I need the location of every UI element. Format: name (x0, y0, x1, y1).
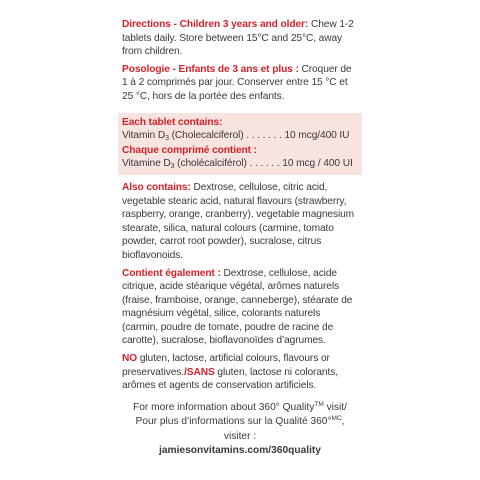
contient-text: Dextrose, cellulose, acide citrique, acide stéarique végétal, arômes naturels (fraise, framboise, orange, canneberge), stéarate de magnésium végétal, silice, colorants naturels (carmin, poudre de tomate, poudre de racine de carotte), sucralose, bioflavonoïdes d’agrumes. (122, 267, 353, 347)
footer-line1-text: For more information about 360° Quality (133, 401, 315, 413)
vitamin-d-subscript: 3 (165, 135, 169, 143)
vitamine-d-subscript: 3 (170, 163, 175, 171)
directions-text: Chew 1-2 tablets daily. Store between 15°C and 25°C, away from children. (122, 19, 354, 58)
footer-line-french (122, 415, 358, 443)
trademark-mark: TM (314, 400, 324, 408)
directions-paragraph (122, 18, 358, 59)
footer-line2-text: Pour plus d’informations sur la Qualité 360° (135, 416, 332, 428)
label-panel (122, 18, 358, 457)
chaque-heading (122, 144, 358, 158)
sans-keyword: /SANS (184, 366, 215, 378)
also-contains-paragraph (122, 181, 358, 263)
no-text: gluten, lactose, artificial colours, flavours or preservatives. (122, 353, 330, 378)
contient-paragraph (122, 267, 358, 349)
vitamin-d-amount: (Cholecalciferol) . . . . . . . 10 mcg/400 IU (168, 130, 350, 142)
also-contains-heading: Also contains: (122, 181, 191, 193)
footer-line2-end: , visiter : (223, 416, 345, 443)
vitamine-d-amount: (cholécalciférol) . . . . . . 10 mcg / 400 UI (174, 158, 353, 170)
each-tablet-item (122, 129, 358, 144)
footer-line1-end: visit/ (323, 401, 347, 413)
footer-line-english (122, 401, 358, 416)
chaque-item (122, 157, 358, 172)
marque-mark: MC (331, 415, 342, 423)
also-contains-text: Dextrose, cellulose, citric acid, vegetable stearic acid, natural flavours (strawberry, raspberry, orange, cranberry), vegetable magnesium stearate, silica, natural colours (carmine, tomato powder, carrot root powder), sucralose, citrus bioflavonoids. (122, 181, 355, 261)
each-tablet-heading-text: Each tablet contains: (122, 116, 223, 128)
vitamine-d-name: Vitamine D (122, 158, 171, 170)
each-tablet-heading (122, 116, 358, 130)
vitamin-d-name: Vitamin D (122, 130, 166, 142)
no-keyword: NO (122, 353, 138, 365)
chaque-heading-text: Chaque comprimé contient : (122, 144, 257, 156)
free-from-paragraph (122, 352, 358, 393)
posologie-text: Croquer de 1 à 2 comprimés par jour. Conserver entre 15 °C et 25 °C, hors de la portée des enfants. (122, 63, 352, 102)
website-url: jamiesonvitamins.com/360quality (159, 444, 321, 456)
sans-text: gluten, lactose ni colorants, arômes et agents de conservation artificiels. (122, 366, 338, 392)
posologie-paragraph (122, 63, 358, 104)
directions-heading: Directions - Children 3 years and older: (122, 19, 309, 30)
posologie-heading: Posologie - Enfants de 3 ans et plus : (122, 63, 299, 75)
contient-heading: Contient également : (122, 267, 221, 279)
medicinal-ingredients-box (118, 113, 362, 175)
quality-footer (122, 401, 358, 457)
